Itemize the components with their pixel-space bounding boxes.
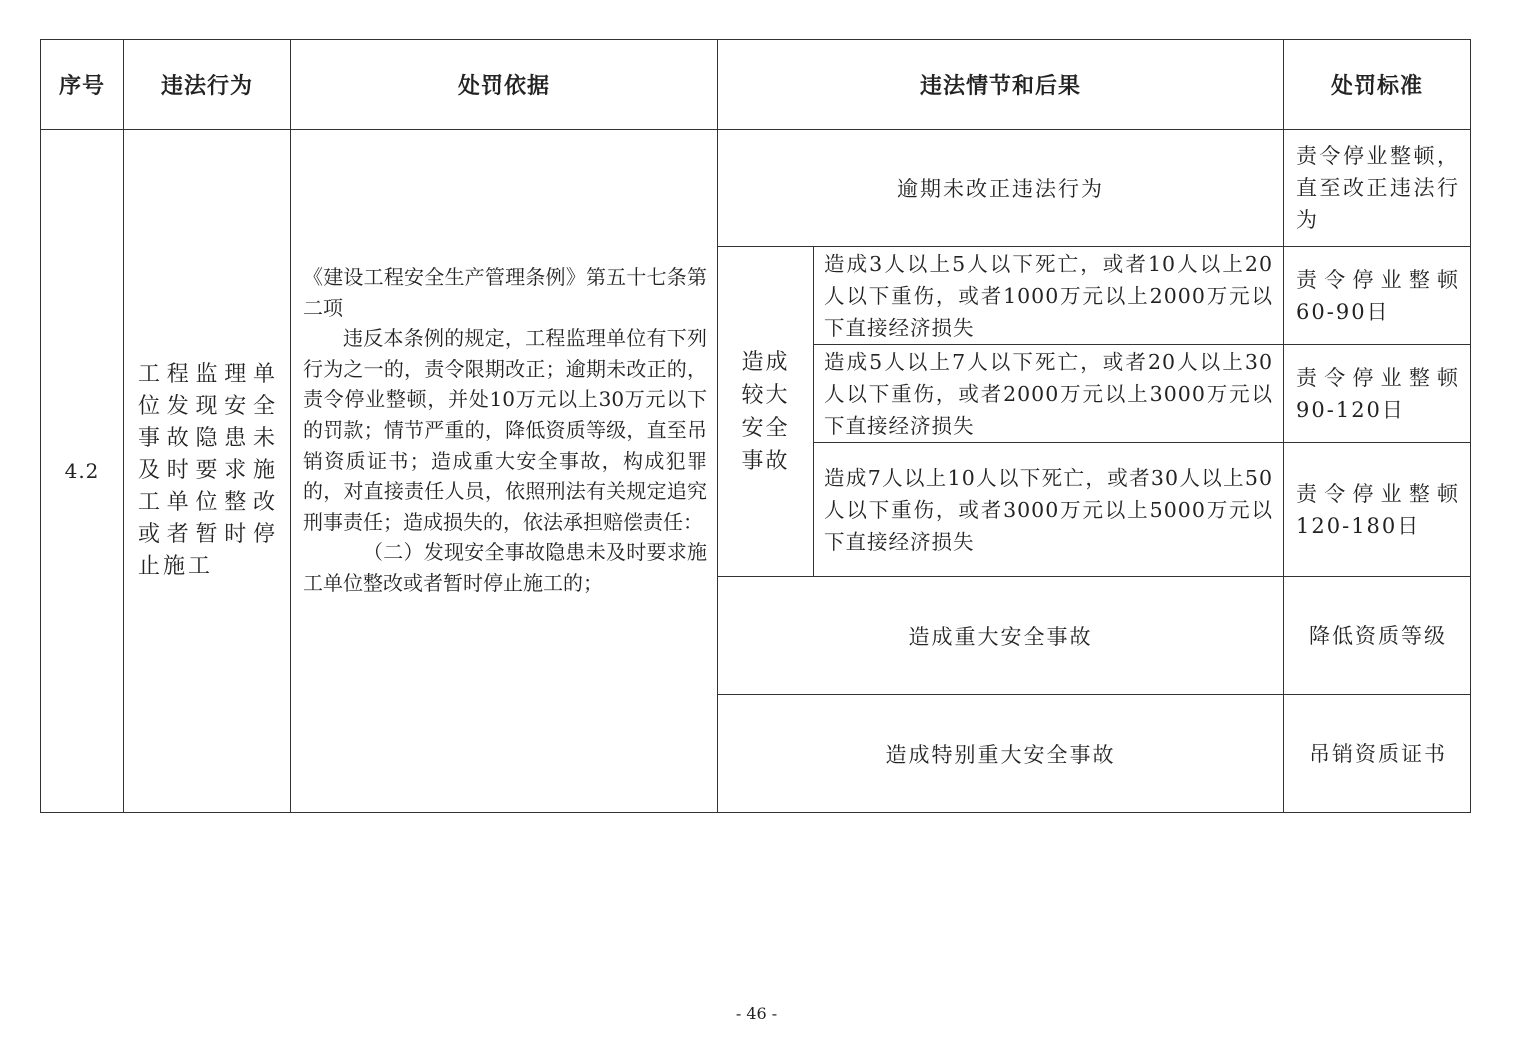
major-accident-standard: 降低资质等级 [1284, 577, 1471, 695]
larger-accident-detail-3: 造成7人以上10人以下死亡，或者30人以上50人以下重伤，或者3000万元以上5000万元以下直接经济损失 [814, 443, 1284, 577]
overdue-circumstance: 逾期未改正违法行为 [718, 130, 1284, 247]
behavior-cell: 工程监理单位发现安全事故隐患未及时要求施工单位整改或者暂时停止施工 [124, 130, 291, 813]
seq-cell: 4.2 [41, 130, 124, 813]
larger-accident-standard-3: 责令停业整顿120-180日 [1284, 443, 1471, 577]
larger-accident-category [718, 247, 814, 577]
table-row [41, 130, 1471, 247]
table-header-row [41, 40, 1471, 130]
basis-title: 《建设工程安全生产管理条例》第五十七条第二项 [303, 265, 707, 320]
extra-major-accident-circumstance: 造成特别重大安全事故 [718, 695, 1284, 813]
header-basis: 处罚依据 [291, 40, 718, 130]
larger-accident-standard-1: 责令停业整顿60-90日 [1284, 247, 1471, 345]
header-behavior: 违法行为 [124, 40, 291, 130]
penalty-table [40, 39, 1471, 813]
extra-major-accident-standard: 吊销资质证书 [1284, 695, 1471, 813]
page-number: - 46 - [735, 1004, 778, 1023]
header-standard: 处罚标准 [1284, 40, 1471, 130]
category-line: 较大 [741, 382, 790, 408]
header-seq: 序号 [41, 40, 124, 130]
basis-paragraph-1: 违反本条例的规定，工程监理单位有下列行为之一的，责令限期改正；逾期未改正的，责令停业整顿，并处10万元以上30万元以下的罚款；情节严重的，降低资质等级，直至吊销资质证书；造成重大安全事故，构成犯罪的，对直接责任人员，依照刑法有关规定追究刑事责任；造成损失的，依法承担赔偿责任： [303, 326, 707, 534]
header-circumstances: 违法情节和后果 [718, 40, 1284, 130]
overdue-standard: 责令停业整顿，直至改正违法行为 [1284, 130, 1471, 247]
category-line: 事故 [741, 448, 790, 474]
larger-accident-standard-2: 责令停业整顿90-120日 [1284, 345, 1471, 443]
category-line: 安全 [741, 415, 790, 441]
basis-paragraph-2: （二）发现安全事故隐患未及时要求施工单位整改或者暂时停止施工的； [303, 540, 707, 595]
larger-accident-detail-1: 造成3人以上5人以下死亡，或者10人以上20人以下重伤，或者1000万元以上2000万元以下直接经济损失 [814, 247, 1284, 345]
larger-accident-detail-2: 造成5人以上7人以下死亡，或者20人以上30人以下重伤，或者2000万元以上3000万元以下直接经济损失 [814, 345, 1284, 443]
category-line: 造成 [741, 349, 790, 375]
major-accident-circumstance: 造成重大安全事故 [718, 577, 1284, 695]
basis-cell [291, 130, 718, 813]
